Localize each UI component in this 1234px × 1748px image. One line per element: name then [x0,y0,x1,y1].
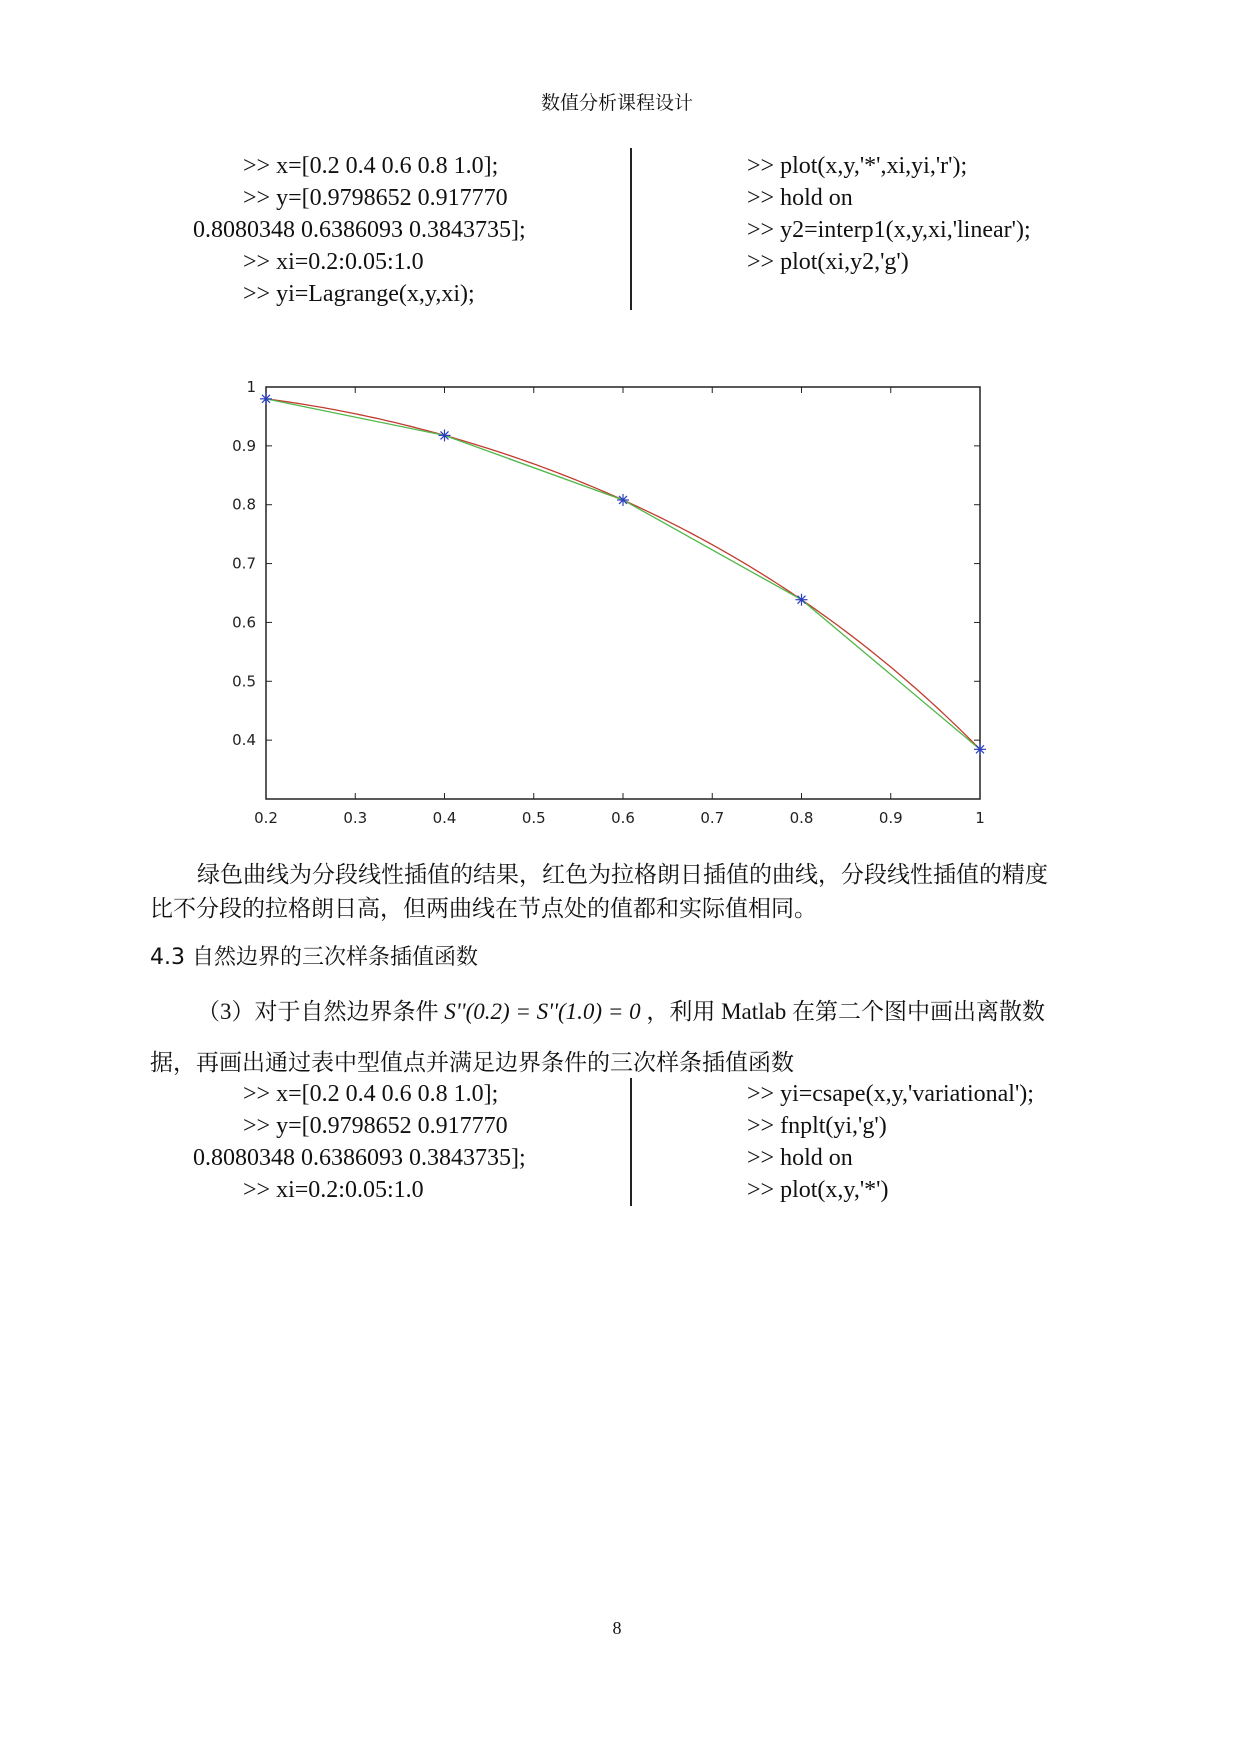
interpolation-chart [210,370,1010,830]
y-tick-label: 0.8 [232,495,256,514]
code-line: >> plot(x,y,'*') [747,1177,889,1203]
y-tick-label: 0.5 [232,672,256,691]
code-line: >> x=[0.2 0.4 0.6 0.8 1.0]; [243,1081,499,1107]
paragraph-2-suffix: ，利用 Matlab 在第二个图中画出离散数 [646,999,1046,1024]
column-divider [630,1078,632,1206]
x-tick-label: 0.8 [789,809,814,827]
code-line: >> hold on [747,1145,853,1171]
boundary-formula: S''(0.2) = S''(1.0) = 0 [444,999,641,1024]
y-tick-label: 1 [246,378,256,396]
code-line: 0.8080348 0.6386093 0.3843735]; [193,1145,526,1171]
x-tick-label: 0.9 [878,809,903,827]
code-line: >> xi=0.2:0.05:1.0 [243,1177,424,1203]
paragraph-2-line-1 [197,995,1045,1029]
column-divider [630,148,632,310]
x-tick-label: 0.5 [521,809,546,827]
x-tick-label: 0.7 [700,809,725,827]
paragraph-1-line-1: 绿色曲线为分段线性插值的结果，红色为拉格朗日插值的曲线，分段线性插值的精度 [197,862,1048,887]
paragraph-2-line-2: 据，再画出通过表中型值点并满足边界条件的三次样条插值函数 [150,1050,794,1075]
code-line: >> plot(x,y,'*',xi,yi,'r'); [747,153,968,179]
y-tick-label: 0.7 [232,554,256,573]
x-tick-label: 1 [975,809,985,827]
page-number: 8 [612,1618,622,1638]
x-tick-label: 0.4 [432,809,457,827]
code-line: >> y2=interp1(x,y,xi,'linear'); [747,217,1031,243]
x-tick-label: 0.2 [254,809,278,827]
paragraph-2-prefix: （3）对于自然边界条件 [197,999,439,1024]
x-tick-label: 0.3 [343,809,368,827]
y-tick-label: 0.4 [232,731,256,750]
code-line: >> yi=Lagrange(x,y,xi); [243,281,475,307]
code-line: >> fnplt(yi,'g') [747,1113,887,1139]
paragraph-1-line-2: 比不分段的拉格朗日高，但两曲线在节点处的值都和实际值相同。 [150,896,817,921]
y-tick-label: 0.6 [232,613,256,632]
code-line: >> xi=0.2:0.05:1.0 [243,249,424,275]
code-line: 0.8080348 0.6386093 0.3843735]; [193,217,526,243]
page-header: 数值分析课程设计 [540,93,693,114]
section-heading: 4.3 自然边界的三次样条插值函数 [150,945,478,970]
plot-frame [266,387,980,799]
y-tick-label: 0.9 [232,436,256,455]
code-line: >> yi=csape(x,y,'variational'); [747,1081,1034,1107]
code-line: >> plot(xi,y2,'g') [747,249,909,275]
code-line: >> x=[0.2 0.4 0.6 0.8 1.0]; [243,153,499,179]
code-line: >> y=[0.9798652 0.917770 [243,185,508,211]
x-tick-label: 0.6 [611,809,635,827]
code-line: >> y=[0.9798652 0.917770 [243,1113,508,1139]
code-line: >> hold on [747,185,853,211]
